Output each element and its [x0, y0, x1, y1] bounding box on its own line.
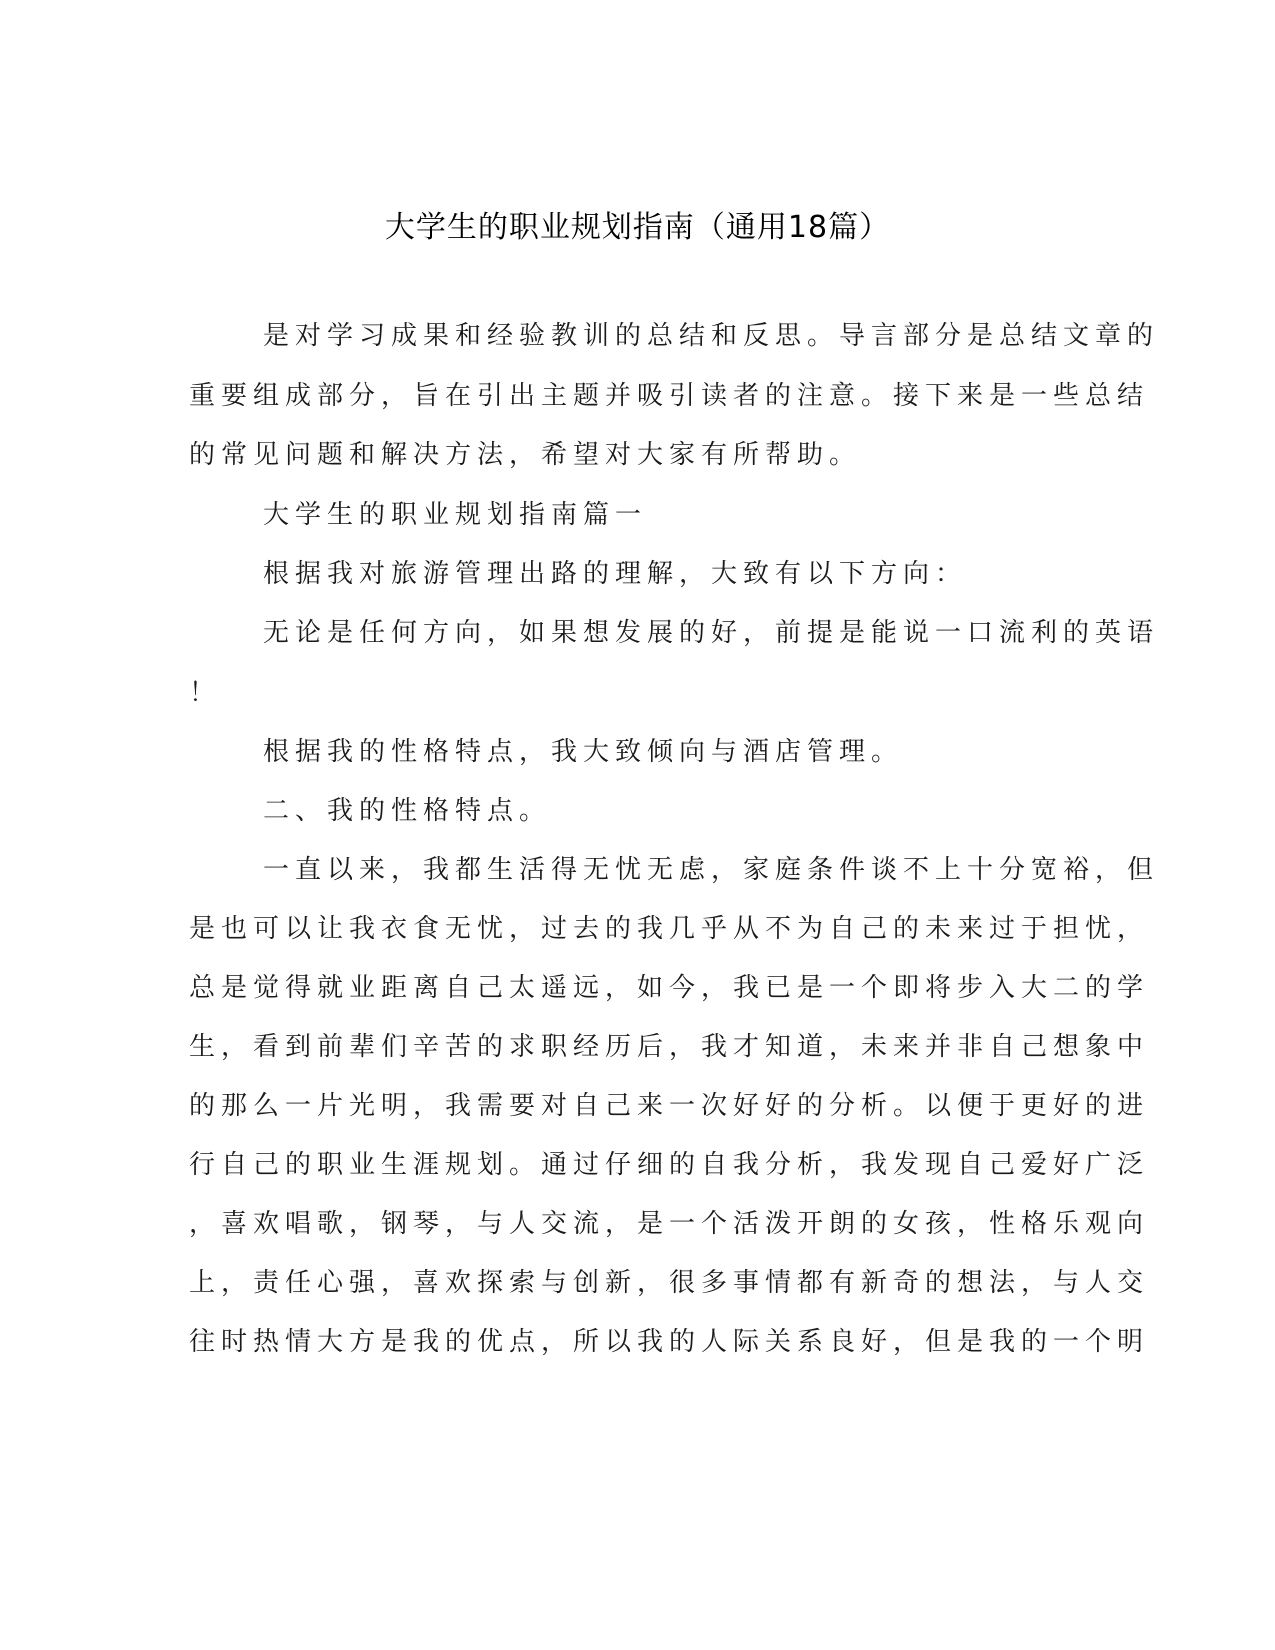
paragraph-line: 重要组成部分，旨在引出主题并吸引读者的注意。接下来是一些总结	[189, 381, 1150, 411]
paragraph-line: 的常见问题和解决方法，希望对大家有所帮助。	[189, 440, 862, 470]
paragraph-line: 一直以来，我都生活得无忧无虑，家庭条件谈不上十分宽裕，但	[263, 855, 1160, 885]
paragraph-line: 是也可以让我衣食无忧，过去的我几乎从不为自己的未来过于担忧，	[189, 914, 1150, 944]
paragraph-line: 的那么一片光明，我需要对自己来一次好好的分析。以便于更好的进	[189, 1091, 1150, 1121]
paragraph-line: 生，看到前辈们辛苦的求职经历后，我才知道，未来并非自己想象中	[189, 1032, 1150, 1062]
paragraph-line: ，喜欢唱歌，钢琴，与人交流，是一个活泼开朗的女孩，性格乐观向	[189, 1209, 1150, 1239]
paragraph-line: 是对学习成果和经验教训的总结和反思。导言部分是总结文章的	[263, 321, 1160, 351]
paragraph-line: 行自己的职业生涯规划。通过仔细的自我分析，我发现自己爱好广泛	[189, 1150, 1150, 1180]
paragraph-line: 二、我的性格特点。	[263, 796, 552, 826]
paragraph-line: 根据我的性格特点，我大致倾向与酒店管理。	[263, 737, 904, 767]
paragraph-line: 总是觉得就业距离自己太遥远，如今，我已是一个即将步入大二的学	[189, 973, 1150, 1003]
paragraph-line: 根据我对旅游管理出路的理解，大致有以下方向：	[263, 559, 968, 589]
paragraph-line: 无论是任何方向，如果想发展的好，前提是能说一口流利的英语	[263, 618, 1160, 648]
paragraph-line: ！	[189, 678, 222, 708]
paragraph-line: 往时热情大方是我的优点，所以我的人际关系良好，但是我的一个明	[189, 1327, 1150, 1357]
document-title: 大学生的职业规划指南（通用18篇）	[384, 210, 891, 245]
paragraph-line: 上，责任心强，喜欢探索与创新，很多事情都有新奇的想法，与人交	[189, 1268, 1150, 1298]
section-heading: 大学生的职业规划指南篇一	[263, 500, 648, 530]
